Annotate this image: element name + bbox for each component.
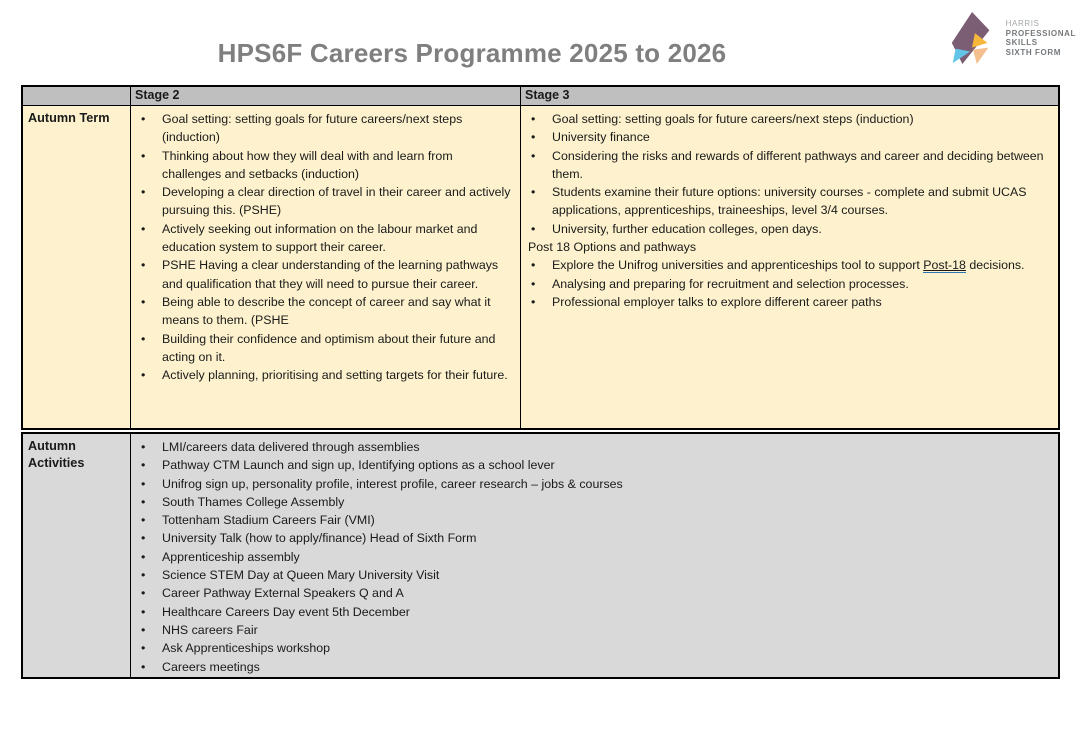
activities-bullet-list (131, 438, 1052, 676)
harris-logo-icon (947, 11, 999, 65)
harris-logo-text (1006, 19, 1076, 57)
stage2-bullet-list (131, 110, 514, 384)
bullet-item: • University, further education colleges, open days. (521, 220, 1052, 238)
row-label-autumn-term: Autumn Term (23, 106, 130, 428)
harris-sixth-form-logo (947, 11, 1076, 65)
bullet-item: • Unifrog sign up, personality profile, interest profile, career research – jobs & courses (131, 475, 1052, 493)
bullet-item: • Being able to describe the concept of career and say what it means to them. (PSHE (131, 293, 514, 330)
bullet-item: • Thinking about how they will deal with and learn from challenges and setbacks (induction) (131, 147, 514, 184)
bullet-item: • Students examine their future options: university courses - complete and submit UCAS applications, apprenticeships, traineeships, level 3/4 courses. (521, 183, 1052, 220)
autumn-term-stage2-cell (130, 106, 520, 428)
careers-table-activities (21, 432, 1060, 679)
stage3-bullet-list-bottom (521, 256, 1052, 311)
logo-line-professional: PROFESSIONAL (1005, 28, 1076, 38)
bullet-item: • Actively planning, prioritising and setting targets for their future. (131, 366, 514, 384)
careers-table-top (21, 85, 1060, 430)
bullet-item: • Careers meetings (131, 658, 1052, 676)
autumn-activities-cell (130, 434, 1058, 677)
row-label-autumn-activities: Autumn Activities (23, 434, 130, 677)
bullet-item: • University finance (521, 128, 1052, 146)
logo-line-skills: SKILLS (1005, 38, 1038, 47)
bullet-item: • Goal setting: setting goals for future careers/next steps (induction) (521, 110, 1052, 128)
bullet-item: • PSHE Having a clear understanding of the learning pathways and qualification that they will need to pursue their career. (131, 256, 514, 293)
autumn-term-stage3-cell (520, 106, 1058, 428)
bullet-item: • Goal setting: setting goals for future careers/next steps (induction) (131, 110, 514, 147)
bullet-item: • Tottenham Stadium Careers Fair (VMI) (131, 511, 1052, 529)
bullet-item: • Science STEM Day at Queen Mary University Visit (131, 566, 1052, 584)
bullet-item: • Apprenticeship assembly (131, 548, 1052, 566)
post18-subheading: Post 18 Options and pathways (528, 240, 697, 255)
header-cell-stage3: Stage 3 (520, 87, 1058, 106)
bullet-item: • Building their confidence and optimism about their future and acting on it. (131, 330, 514, 367)
bullet-item: • Career Pathway External Speakers Q and A (131, 584, 1052, 602)
logo-line-sixth-form: SIXTH FORM (1005, 47, 1062, 57)
logo-line-harris: HARRIS (1005, 19, 1040, 28)
bullet-item-explore-unifrog (521, 256, 1052, 274)
bullet-item: • LMI/careers data delivered through assemblies (131, 438, 1052, 456)
bullet-item: • South Thames College Assembly (131, 493, 1052, 511)
explore-text-prefix: Explore the Unifrog universities and apprenticeships tool to support (552, 258, 924, 273)
bullet-item: • Developing a clear direction of travel in their career and actively pursuing this. (PSHE) (131, 183, 514, 220)
post18-link[interactable]: Post-18 (923, 258, 966, 273)
bullet-item: • Analysing and preparing for recruitment and selection processes. (521, 275, 1052, 293)
page-title: HPS6F Careers Programme 2025 to 2026 (217, 38, 727, 68)
explore-text-suffix: decisions. (965, 258, 1025, 273)
header-cell-blank (23, 87, 130, 106)
bullet-item: • Ask Apprenticeships workshop (131, 639, 1052, 657)
stage3-bullet-list-top (521, 110, 1052, 238)
bullet-item: • Professional employer talks to explore different career paths (521, 293, 1052, 311)
bullet-item: • University Talk (how to apply/finance) Head of Sixth Form (131, 529, 1052, 547)
header-cell-stage2: Stage 2 (130, 87, 520, 106)
bullet-item: • Considering the risks and rewards of different pathways and career and deciding between them. (521, 147, 1052, 184)
bullet-item: • Healthcare Careers Day event 5th December (131, 603, 1052, 621)
bullet-item: • Pathway CTM Launch and sign up, Identifying options as a school lever (131, 456, 1052, 474)
bullet-item: • Actively seeking out information on the labour market and education system to support their career. (131, 220, 514, 257)
bullet-item: • NHS careers Fair (131, 621, 1052, 639)
